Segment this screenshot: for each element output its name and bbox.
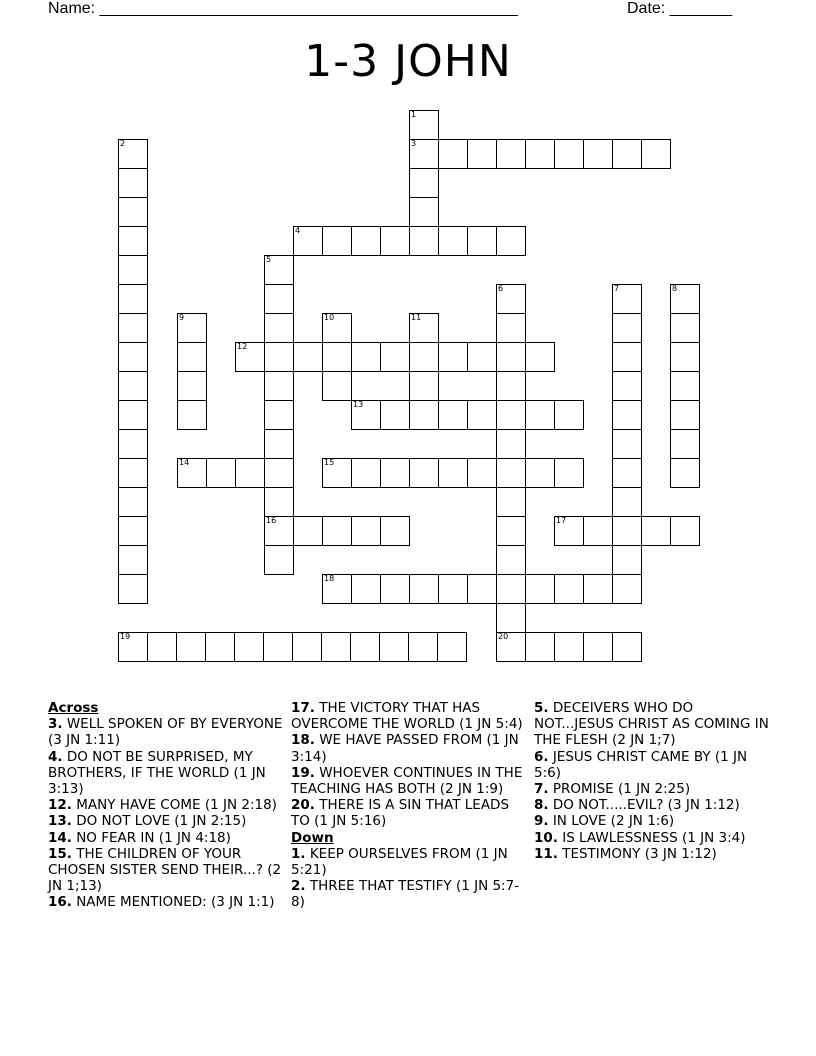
crossword-cell[interactable]	[322, 574, 352, 604]
crossword-cell[interactable]	[264, 400, 294, 430]
clue-number: 14.	[48, 829, 72, 846]
clue-column-3	[534, 700, 770, 862]
crossword-cell[interactable]	[379, 632, 409, 662]
crossword-cell[interactable]	[496, 371, 526, 401]
crossword-cell[interactable]	[118, 255, 148, 285]
crossword-cell[interactable]	[293, 342, 323, 372]
crossword-cell[interactable]	[438, 400, 468, 430]
clue-text: THERE IS A SIN THAT LEADS TO (1 JN 5:16)	[291, 797, 510, 830]
crossword-cell[interactable]	[496, 342, 526, 372]
clue-item	[48, 716, 284, 748]
clue-text: THE CHILDREN OF YOUR CHOSEN SISTER SEND THEIR...? (2 JN 1;13)	[48, 845, 282, 895]
crossword-cell[interactable]	[496, 284, 526, 314]
cell-number: 1	[411, 110, 417, 119]
crossword-cell[interactable]	[293, 226, 323, 256]
crossword-cell[interactable]	[612, 429, 642, 459]
crossword-cell[interactable]	[438, 574, 468, 604]
crossword-cell[interactable]	[612, 342, 642, 372]
clue-text: WE HAVE PASSED FROM (1 JN 3:14)	[291, 732, 519, 765]
crossword-cell[interactable]	[118, 632, 148, 662]
crossword-cell[interactable]	[177, 342, 207, 372]
crossword-cell[interactable]	[380, 400, 410, 430]
crossword-cell[interactable]	[118, 342, 148, 372]
crossword-cell[interactable]	[264, 545, 294, 575]
crossword-cell[interactable]	[264, 342, 294, 372]
crossword-cell[interactable]	[408, 632, 438, 662]
crossword-cell[interactable]	[612, 458, 642, 488]
clue-item	[291, 797, 527, 829]
name-field-label: Name: _______________________________________________	[48, 0, 518, 17]
crossword-cell[interactable]	[409, 197, 439, 227]
crossword-cell[interactable]	[467, 342, 497, 372]
crossword-cell[interactable]	[409, 574, 439, 604]
crossword-cell[interactable]	[496, 400, 526, 430]
crossword-cell[interactable]	[264, 458, 294, 488]
clue-number: 1.	[291, 845, 306, 862]
crossword-cell[interactable]	[322, 458, 352, 488]
crossword-cell[interactable]	[525, 139, 555, 169]
cell-number: 7	[614, 284, 620, 293]
crossword-cell[interactable]	[263, 632, 293, 662]
crossword-cell[interactable]	[438, 139, 468, 169]
crossword-cell[interactable]	[496, 226, 526, 256]
crossword-cell[interactable]	[670, 516, 700, 546]
clue-item	[291, 846, 527, 878]
crossword-cell[interactable]	[496, 139, 526, 169]
crossword-cell[interactable]	[351, 342, 381, 372]
clue-text: NAME MENTIONED: (3 JN 1:1)	[71, 894, 275, 911]
cell-number: 15	[324, 458, 335, 467]
crossword-cell[interactable]	[496, 603, 526, 633]
crossword-cell[interactable]	[409, 342, 439, 372]
crossword-cell[interactable]	[409, 400, 439, 430]
crossword-cell[interactable]	[380, 516, 410, 546]
crossword-cell[interactable]	[205, 632, 235, 662]
crossword-cell[interactable]	[437, 632, 467, 662]
crossword-cell[interactable]	[525, 400, 555, 430]
crossword-cell[interactable]	[409, 226, 439, 256]
clue-number: 5.	[534, 700, 549, 716]
crossword-cell[interactable]	[380, 574, 410, 604]
crossword-cell[interactable]	[351, 574, 381, 604]
clue-text: NO FEAR IN (1 JN 4:18)	[71, 829, 231, 846]
clue-number: 9.	[534, 813, 549, 830]
clue-number: 15.	[48, 845, 72, 862]
clue-column-2	[291, 700, 527, 911]
crossword-cell[interactable]	[118, 574, 148, 604]
crossword-cell[interactable]	[118, 516, 148, 546]
crossword-cell[interactable]	[264, 284, 294, 314]
clue-item	[48, 797, 284, 813]
crossword-cell[interactable]	[612, 632, 642, 662]
clue-text: MANY HAVE COME (1 JN 2:18)	[71, 797, 277, 814]
crossword-cell[interactable]	[351, 226, 381, 256]
crossword-cell[interactable]	[264, 255, 294, 285]
crossword-cell[interactable]	[583, 139, 613, 169]
clue-item	[291, 878, 527, 910]
clue-number: 7.	[534, 781, 549, 798]
crossword-cell[interactable]	[118, 313, 148, 343]
clue-item	[291, 732, 527, 764]
clue-text: DO NOT BE SURPRISED, MY BROTHERS, IF THE WORLD (1 JN 3:13)	[48, 748, 266, 798]
clue-number: 13.	[48, 813, 72, 830]
crossword-cell[interactable]	[321, 632, 351, 662]
cell-number: 9	[179, 313, 185, 322]
crossword-cell[interactable]	[554, 574, 584, 604]
crossword-cell[interactable]	[351, 516, 381, 546]
crossword-cell[interactable]	[612, 284, 642, 314]
crossword-cell[interactable]	[554, 632, 584, 662]
cell-number: 8	[672, 284, 678, 293]
crossword-cell[interactable]	[234, 632, 264, 662]
crossword-cell[interactable]	[409, 139, 439, 169]
crossword-cell[interactable]	[525, 632, 555, 662]
crossword-cell[interactable]	[409, 371, 439, 401]
crossword-cell[interactable]	[612, 487, 642, 517]
clue-item	[534, 797, 770, 813]
clue-item	[48, 749, 284, 798]
clue-text: PROMISE (1 JN 2:25)	[548, 781, 691, 798]
clue-item	[291, 700, 527, 732]
clue-number: 16.	[48, 894, 72, 911]
clue-item	[534, 846, 770, 862]
clue-text: THE VICTORY THAT HAS OVERCOME THE WORLD (1 JN 5:4)	[291, 700, 523, 733]
clue-item	[48, 830, 284, 846]
crossword-cell[interactable]	[264, 487, 294, 517]
crossword-cell[interactable]	[525, 458, 555, 488]
crossword-cell[interactable]	[496, 574, 526, 604]
crossword-cell[interactable]	[496, 458, 526, 488]
crossword-cell[interactable]	[641, 139, 671, 169]
clue-number: 18.	[291, 732, 315, 749]
crossword-cell[interactable]	[467, 139, 497, 169]
clue-number: 2.	[291, 878, 306, 895]
crossword-cell[interactable]	[118, 168, 148, 198]
crossword-cell[interactable]	[583, 516, 613, 546]
crossword-cell[interactable]	[583, 574, 613, 604]
crossword-cell[interactable]	[118, 487, 148, 517]
crossword-cell[interactable]	[438, 458, 468, 488]
crossword-cell[interactable]	[118, 458, 148, 488]
clue-item	[534, 700, 770, 749]
clue-item	[534, 781, 770, 797]
crossword-cell[interactable]	[176, 632, 206, 662]
cell-number: 11	[411, 313, 422, 322]
clue-section-heading: Down	[291, 829, 334, 846]
crossword-cell[interactable]	[554, 516, 584, 546]
crossword-cell[interactable]	[292, 632, 322, 662]
crossword-cell[interactable]	[118, 139, 148, 169]
crossword-cell[interactable]	[612, 313, 642, 343]
crossword-cell[interactable]	[641, 516, 671, 546]
crossword-cell[interactable]	[264, 313, 294, 343]
clue-text: THREE THAT TESTIFY (1 JN 5:7-8)	[291, 878, 520, 911]
crossword-cell[interactable]	[380, 342, 410, 372]
crossword-cell[interactable]	[467, 226, 497, 256]
crossword-cell[interactable]	[409, 313, 439, 343]
crossword-cell[interactable]	[118, 429, 148, 459]
crossword-cell[interactable]	[612, 139, 642, 169]
crossword-cell[interactable]	[612, 516, 642, 546]
crossword-cell[interactable]	[235, 458, 265, 488]
crossword-cell[interactable]	[409, 110, 439, 140]
clue-number: 8.	[534, 797, 549, 814]
clue-text: IN LOVE (2 JN 1:6)	[548, 813, 675, 830]
cell-number: 13	[353, 400, 364, 409]
crossword-cell[interactable]	[612, 400, 642, 430]
crossword-cell[interactable]	[670, 400, 700, 430]
crossword-cell[interactable]	[670, 371, 700, 401]
crossword-cell[interactable]	[264, 371, 294, 401]
crossword-cell[interactable]	[467, 574, 497, 604]
crossword-cell[interactable]	[322, 342, 352, 372]
clue-number: 10.	[534, 829, 558, 846]
crossword-cell[interactable]	[409, 168, 439, 198]
clue-text: TESTIMONY (3 JN 1:12)	[557, 845, 717, 862]
crossword-cell[interactable]	[177, 313, 207, 343]
cell-number: 17	[556, 516, 567, 525]
crossword-cell[interactable]	[177, 400, 207, 430]
crossword-cell[interactable]	[235, 342, 265, 372]
crossword-cell[interactable]	[467, 400, 497, 430]
cell-number: 12	[237, 342, 248, 351]
cell-number: 4	[295, 226, 301, 235]
crossword-cell[interactable]	[438, 226, 468, 256]
clue-number: 11.	[534, 845, 558, 862]
crossword-cell[interactable]	[118, 226, 148, 256]
crossword-cell[interactable]	[496, 545, 526, 575]
crossword-cell[interactable]	[612, 545, 642, 575]
crossword-cell[interactable]	[467, 458, 497, 488]
cell-number: 3	[411, 139, 417, 148]
cell-number: 18	[324, 574, 335, 583]
crossword-cell[interactable]	[670, 429, 700, 459]
crossword-cell[interactable]	[118, 545, 148, 575]
crossword-cell[interactable]	[264, 429, 294, 459]
clue-text: JESUS CHRIST CAME BY (1 JN 5:6)	[534, 748, 748, 781]
crossword-cell[interactable]	[496, 632, 526, 662]
crossword-cell[interactable]	[206, 458, 236, 488]
clue-number: 12.	[48, 797, 72, 814]
clue-text: IS LAWLESSNESS (1 JN 3:4)	[557, 829, 746, 846]
clue-column-1	[48, 700, 284, 911]
clue-item	[48, 894, 284, 910]
crossword-cell[interactable]	[264, 516, 294, 546]
cell-number: 16	[266, 516, 277, 525]
crossword-cell[interactable]	[351, 400, 381, 430]
crossword-cell[interactable]	[322, 313, 352, 343]
crossword-cell[interactable]	[496, 516, 526, 546]
crossword-cell[interactable]	[438, 342, 468, 372]
clue-text: WELL SPOKEN OF BY EVERYONE (3 JN 1:11)	[48, 716, 283, 749]
cell-number: 6	[498, 284, 504, 293]
cell-number: 19	[120, 632, 131, 641]
cell-number: 5	[266, 255, 272, 264]
clue-number: 17.	[291, 700, 315, 716]
crossword-cell[interactable]	[322, 516, 352, 546]
clue-item	[48, 846, 284, 895]
cell-number: 10	[324, 313, 335, 322]
clue-number: 3.	[48, 716, 63, 733]
crossword-cell[interactable]	[525, 342, 555, 372]
crossword-cell[interactable]	[496, 429, 526, 459]
crossword-cell[interactable]	[496, 487, 526, 517]
crossword-cell[interactable]	[670, 458, 700, 488]
crossword-cell[interactable]	[322, 371, 352, 401]
crossword-cell[interactable]	[380, 226, 410, 256]
crossword-cell[interactable]	[293, 516, 323, 546]
clue-item	[48, 813, 284, 829]
clue-text: WHOEVER CONTINUES IN THE TEACHING HAS BOTH (2 JN 1:9)	[291, 764, 523, 798]
crossword-cell[interactable]	[118, 371, 148, 401]
crossword-cell[interactable]	[380, 458, 410, 488]
crossword-cell[interactable]	[177, 458, 207, 488]
crossword-cell[interactable]	[118, 284, 148, 314]
clue-section-heading: Across	[48, 700, 99, 716]
crossword-cell[interactable]	[612, 574, 642, 604]
clue-text: KEEP OURSELVES FROM (1 JN 5:21)	[291, 845, 508, 879]
clue-number: 6.	[534, 748, 549, 765]
clue-text: DO NOT.....EVIL? (3 JN 1:12)	[548, 797, 740, 814]
crossword-cell[interactable]	[525, 574, 555, 604]
crossword-cell[interactable]	[554, 139, 584, 169]
clue-text: DO NOT LOVE (1 JN 2:15)	[71, 813, 247, 830]
crossword-cell[interactable]	[612, 371, 642, 401]
crossword-cell[interactable]	[118, 197, 148, 227]
clue-item	[291, 765, 527, 797]
crossword-cell[interactable]	[670, 313, 700, 343]
crossword-cell[interactable]	[670, 342, 700, 372]
crossword-cell[interactable]	[351, 458, 381, 488]
clue-item	[534, 749, 770, 781]
crossword-cell[interactable]	[177, 371, 207, 401]
clue-text: DECEIVERS WHO DO NOT...JESUS CHRIST AS COMING IN THE FLESH (2 JN 1;7)	[534, 700, 769, 749]
clue-item	[534, 813, 770, 829]
page-title: 1-3 JOHN	[304, 36, 512, 87]
crossword-cell[interactable]	[350, 632, 380, 662]
date-field-label: Date: _______	[627, 0, 732, 17]
crossword-cell[interactable]	[496, 313, 526, 343]
crossword-cell[interactable]	[322, 226, 352, 256]
crossword-cell[interactable]	[583, 632, 613, 662]
cell-number: 20	[498, 632, 509, 641]
crossword-cell[interactable]	[670, 284, 700, 314]
crossword-cell[interactable]	[409, 458, 439, 488]
cell-number: 2	[120, 139, 126, 148]
clue-number: 20.	[291, 797, 315, 814]
crossword-cell[interactable]	[554, 458, 584, 488]
clue-number: 4.	[48, 748, 63, 765]
crossword-cell[interactable]	[554, 400, 584, 430]
cell-number: 14	[179, 458, 190, 467]
crossword-cell[interactable]	[147, 632, 177, 662]
clue-item	[534, 830, 770, 846]
clue-number: 19.	[291, 764, 315, 781]
crossword-cell[interactable]	[118, 400, 148, 430]
